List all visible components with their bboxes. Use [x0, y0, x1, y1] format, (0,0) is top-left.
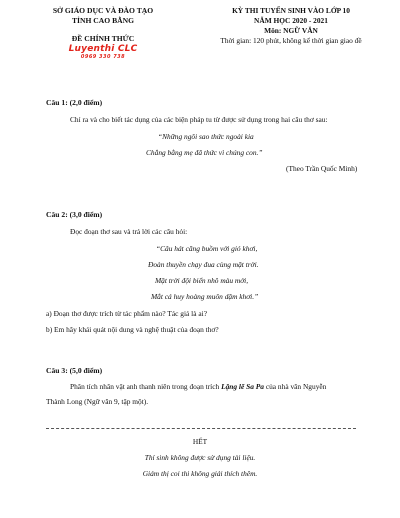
divider	[46, 428, 356, 429]
q2-sub-b: b) Em hãy khái quát nội dung và nghệ thuật của đoạn thơ?	[46, 325, 219, 334]
subject: Môn: NGỮ VĂN	[264, 26, 318, 35]
q1-prompt: Chỉ ra và cho biết tác dụng của các biện pháp tu từ được sử dụng trong hai câu thơ sau:	[70, 115, 328, 124]
q3-text-before: Phân tích nhân vật anh thanh niên trong đoạn trích	[70, 382, 222, 391]
department-line-2: TỈNH CAO BẰNG	[71, 16, 135, 25]
q2-title: Câu 2: (3,0 điểm)	[46, 210, 103, 219]
footer-note-1: Thí sinh không được sử dụng tài liệu.	[144, 453, 256, 462]
q1-title: Câu 1: (2,0 điểm)	[46, 98, 103, 107]
q2-verse-3: Mặt trời đội biển nhô màu mới,	[155, 276, 249, 285]
school-year: NĂM HỌC 2020 - 2021	[254, 16, 328, 25]
q1-source: (Theo Trần Quốc Minh)	[286, 164, 358, 173]
q2-prompt: Đọc đoạn thơ sau và trả lời các câu hỏi:	[70, 227, 188, 236]
q3-line-1	[70, 382, 370, 391]
q3-line-2: Thành Long (Ngữ văn 9, tập một).	[46, 397, 149, 406]
stamp-brand: Luyenthi CLC	[68, 44, 138, 54]
end-marker: HẾT	[192, 437, 208, 446]
q1-verse-1: “Những ngôi sao thức ngoài kia	[158, 132, 254, 141]
department-line-1: SỞ GIÁO DỤC VÀ ĐÀO TẠO	[52, 6, 154, 15]
q2-verse-1: “Câu hát căng buồm với gió khơi,	[156, 244, 258, 253]
exam-time: Thời gian: 120 phút, không kể thời gian giao đề	[220, 36, 362, 45]
q2-verse-4: Mắt cá huy hoàng muôn dặm khơi.”	[151, 292, 259, 301]
q3-text-after: của nhà văn Nguyễn	[263, 382, 327, 391]
official-label: ĐỀ CHÍNH THỨC	[71, 34, 135, 43]
q3-title: Câu 3: (5,0 điểm)	[46, 366, 103, 375]
footer-note-2: Giám thị coi thi không giải thích thêm.	[142, 469, 258, 478]
q2-sub-a: a) Đoạn thơ được trích từ tác phẩm nào? Tác giả là ai?	[46, 309, 207, 318]
q2-verse-2: Đoàn thuyền chạy đua cùng mặt trời.	[148, 260, 259, 269]
q1-verse-2: Chẳng bằng mẹ đã thức vì chúng con.”	[146, 148, 263, 157]
header-left	[28, 6, 178, 61]
exam-title: KỲ THI TUYỂN SINH VÀO LỚP 10	[232, 6, 350, 15]
stamp-phone: 0969 330 738	[80, 54, 126, 60]
header-right	[196, 6, 386, 46]
q3-work-title: Lặng lẽ Sa Pa	[221, 382, 264, 391]
